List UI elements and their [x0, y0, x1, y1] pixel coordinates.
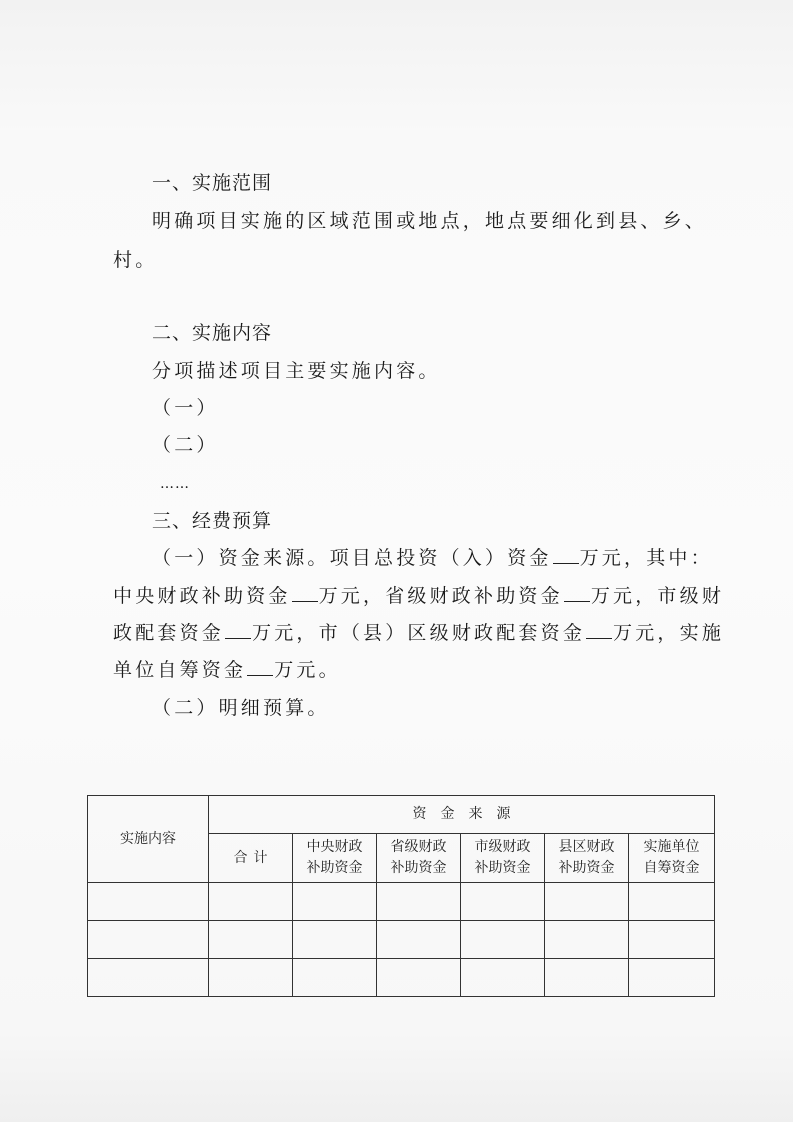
table-row — [88, 959, 715, 997]
header-funding-source — [209, 796, 715, 834]
section-2-heading: 二、实施内容 — [152, 322, 273, 344]
table-cell — [629, 921, 715, 959]
table-cell — [545, 883, 629, 921]
header-county-fund — [545, 834, 629, 883]
table-cell — [377, 921, 461, 959]
header-city-line-1: 市级财政 — [474, 839, 531, 855]
table-cell — [293, 883, 377, 921]
table-cell — [209, 959, 293, 997]
section-3-paragraph-line-2 — [113, 584, 724, 608]
header-total-label: 合计 — [233, 849, 274, 866]
header-county-line-2: 补助资金 — [558, 860, 615, 876]
table-cell — [293, 959, 377, 997]
budget-table — [87, 795, 715, 997]
section-3-heading: 三、经费预算 — [152, 510, 273, 532]
section-2-item-2: （二） — [152, 434, 219, 456]
province-fund-text: 万元，省级财政补助资金 — [318, 585, 563, 607]
section-3-paragraph-line-4 — [113, 658, 341, 682]
table-cell — [545, 921, 629, 959]
section-3-paragraph-line-3 — [113, 621, 724, 645]
table-cell — [377, 959, 461, 997]
header-county-line-1: 县区财政 — [558, 839, 615, 855]
header-total — [209, 834, 293, 883]
table-cell — [461, 959, 545, 997]
table-cell — [461, 921, 545, 959]
funding-source-text-2: 万元，其中： — [579, 547, 713, 569]
table-cell — [88, 883, 209, 921]
header-self-line-1: 实施单位 — [643, 839, 700, 855]
table-cell — [545, 959, 629, 997]
table-cell — [629, 883, 715, 921]
header-implementation-content: 实施内容 — [88, 796, 209, 883]
section-2-item-1: （一） — [152, 397, 219, 419]
table-header-row-1 — [88, 796, 715, 834]
implementing-text: 万元，实施 — [613, 622, 725, 644]
central-fund-blank — [292, 584, 318, 602]
section-1-body-line-1: 明确项目实施的区域范围或地点，地点要细化到县、乡、 — [152, 210, 708, 232]
table-cell — [209, 883, 293, 921]
section-1-body-line-2: 村。 — [113, 249, 158, 271]
header-city-line-2: 补助资金 — [474, 860, 531, 876]
section-2-ellipsis: …… — [160, 476, 190, 492]
city-fund-text: 万元，市级财 — [590, 585, 725, 607]
header-province-line-1: 省级财政 — [390, 839, 447, 855]
city-matching-blank — [225, 621, 251, 639]
city-matching-text: 政配套资金 — [113, 622, 225, 644]
county-matching-text: 万元，市（县）区级财政配套资金 — [252, 622, 586, 644]
table-row — [88, 921, 715, 959]
section-2-body: 分项描述项目主要实施内容。 — [152, 360, 441, 382]
table-cell — [209, 921, 293, 959]
header-province-line-2: 补助资金 — [390, 860, 447, 876]
self-raised-blank — [247, 658, 273, 676]
header-central-line-2: 补助资金 — [306, 860, 363, 876]
section-1-heading: 一、实施范围 — [152, 172, 273, 194]
table-row — [88, 883, 715, 921]
header-self-line-2: 自筹资金 — [643, 860, 700, 876]
funding-source-text-1: （一）资金来源。项目总投资（入）资金 — [152, 547, 552, 569]
self-raised-unit: 万元。 — [274, 659, 341, 681]
county-matching-blank — [586, 621, 612, 639]
header-central-line-1: 中央财政 — [306, 839, 363, 855]
header-central-fund — [293, 834, 377, 883]
province-fund-blank — [564, 584, 590, 602]
header-self-raised-fund — [629, 834, 715, 883]
table-cell — [293, 921, 377, 959]
total-investment-blank — [553, 546, 579, 564]
section-3-paragraph-line-1 — [152, 546, 713, 570]
self-raised-text: 单位自筹资金 — [113, 659, 247, 681]
section-3-detail-budget: （二）明细预算。 — [152, 697, 330, 719]
table-cell — [377, 883, 461, 921]
central-fund-text: 中央财政补助资金 — [113, 585, 291, 607]
header-city-fund — [461, 834, 545, 883]
table-cell — [629, 959, 715, 997]
table-cell — [461, 883, 545, 921]
table-cell — [88, 959, 209, 997]
header-province-fund — [377, 834, 461, 883]
header-funding-source-label: 资金来源 — [412, 806, 525, 822]
table-cell — [88, 921, 209, 959]
